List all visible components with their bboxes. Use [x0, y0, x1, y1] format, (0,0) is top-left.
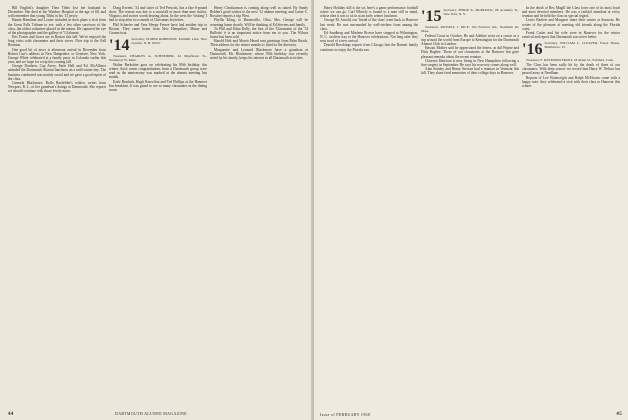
left-column-2: [109, 6, 207, 404]
class-year: '15: [421, 8, 442, 25]
paragraph: Carmela Blackmore, Rollo Bachelder's widow, writes from Newport, R. I., of her grandson's doings at Dartmouth. She reports we should continue with those lovely notes.: [8, 80, 106, 94]
class-heading-15: [421, 9, 519, 24]
right-page-number-wrap: [616, 411, 622, 417]
paragraph: Harry Holiday still is the sir, here's a game performance football where we can go. Carl Whitely is bound to a man still in mind, whose idea it was to sit in at an early winter luncheon.: [320, 6, 418, 19]
class-secretary: Secretary, PHILIP K. MURDOCK, 68 Academy St., New York, N. Y.: [443, 8, 519, 16]
paragraph: Bill English's daughter Thea Tibbs lost her husband in December. She died at the Windsor Hospital at the age of 68, and will remember that young Tibbs in his '13 jersey.: [8, 6, 106, 19]
paragraph: Clarence Harrison is now living in New Hampshire following a fine surgery in September. He says his recovery comes along well.: [421, 58, 519, 67]
issue-label: Issue of FEBRUARY 1968: [320, 412, 371, 417]
page-number: 44: [8, 412, 14, 417]
paragraph: Phil Schaefer and Vera Sleepy Freeze have had another trip to Boston. They came home from New Hampshire, Maine and Connecticut.: [109, 22, 207, 35]
paragraph: Reports of Lee Wainwright and Ralph McElwain come with a happy note: they celebrated a visit with their class to Hanover this winter.: [522, 75, 620, 88]
paragraph: Eric Foster and Grace are in Boston this fall. We've enjoyed the long visits with classmates and their wives. Nice trip to the Fall Reunion.: [8, 35, 106, 48]
paragraph: George Dardeen, Cap Avery, Earle Hall and Ed. McAllister attended the Dartmouth Alumni luncheon on a mild winter day. The business conducted was mainly social and we gave a good report of the class.: [8, 64, 106, 81]
paragraph: Phyllis Kling, to Barnesville, Ohio, Mrs. George will be returning home shortly. Will be thinking of Ed Stevens and family.: [210, 18, 308, 27]
paragraph: Harold Holt and Morris Heard sent greetings from Palm Beach. Their address for the winter months is listed in the directory.: [210, 39, 308, 48]
paragraph: In the death of Rex Magill the Class loses one of its most loyal and most devoted members. He was a faithful attendant at every reunion and he held the class in special regard.: [522, 6, 620, 19]
class-heading-14: [109, 38, 207, 53]
paragraph: George M. Arnold, our 'friend of the class' went back to Hanover last week. He was surrounded by well-wishers from among the class.: [320, 18, 418, 31]
paragraph: Earle Barchuk, Hugh Knowlton and Ted Phillips at the Hanover Inn breakfast. It was grand to see so many classmates in the dining room.: [109, 79, 207, 92]
paragraph: The Class has been sadly hit by the death of three of our classmates. With deep sorrow we record that Harry W. Nelson has passed away at Needham.: [522, 63, 620, 76]
class-heading-16: [522, 42, 620, 57]
paragraph: Marguerite and Leonard Blackmore have a grandson at Dartmouth. Mr. Blackmore, whose 95th birthday was recently noted by his family, keeps his interest in all Dartmouth activities.: [210, 47, 308, 60]
class-year: '16: [522, 41, 543, 59]
left-column-3: [210, 6, 308, 404]
class-secretary: Secretary, WILLIAM L. CLEAVER, Forest House, Brattleboro, Vt.: [544, 41, 620, 50]
class-treasurer: Treasurer, CHARLES A. SCHNEIDER, 42 Mayflower St., Wollaston 70, Mass.: [109, 54, 207, 62]
class-secretary: Secretary, ELMER ROBINSON, Farmhill Lane, New London, N. H. 03257: [131, 37, 207, 45]
left-footer: [8, 411, 187, 417]
paragraph: Frank Cutler and his wife were in Hanover for the winter carnival and report that Dartmouth was never better.: [522, 30, 620, 40]
paragraph: Lewis Bartlett and Margaret share their winter at Sarasota. He writes of the pleasure of meeting old friends along the Florida coast.: [522, 18, 620, 31]
right-column-1: [320, 6, 418, 404]
paragraph: Doug Everett, '34 and sister of Ted Prescott, has a fine 6-pound short. The reason was due to a snowfall of more than nine inches. Virginia, and stories worth hearing about. In the west the 'visiting' I had to stop after two rounds of Christmas festivities.: [109, 6, 207, 23]
paragraph: Alan Stanley and Henry Stewart had a reunion in Vermont this fall. They share fond memories of their college days in Hanover.: [421, 67, 519, 76]
right-footer: [320, 412, 370, 417]
paragraph: One good bit of news is afternoon arrival in December from Robert Carr's address in New Hampshire, to Genesee, New York. George White celebrated at a family party in Colorado earlier this year, and we hope for a trip this coming fall.: [8, 47, 106, 65]
paragraph: Hamie Hamilton and Louise included in their plans a visit from the Great Falls Tribune to see, with a few other survivors of the class, the oldest volunteer-placed in the nation. He captured the eye of the photographer and the gallery of '14 alumni.: [8, 18, 106, 35]
right-page: [314, 0, 628, 420]
right-column-2: [421, 6, 519, 404]
paragraph: Hawaii Mother said he appreciated the letters, as did Wayne and Dick Bugbee. Those of our classmates at the Hanover Inn gave pleasant remarks about the recent reunion.: [421, 46, 519, 59]
paragraph: Ed Sandberg and Marlene Brown have stopped at Wilmington, N. C. on their way to the Hanover celebrations. Not long after they sent word of a new arrival.: [320, 30, 418, 44]
paragraph: Donald Brookings reports from Chicago that the Barnett family continues to enjoy the Florida sun.: [320, 43, 418, 52]
paragraph: Henry Christianson is coming along well as stated. By Sandy Belden's good wishes to the next '12 alumni meeting, and Carter C. Rossiter reports a trip West.: [210, 6, 308, 19]
left-column-1: [8, 6, 106, 404]
class-treasurer: Treasurer, RUSSELL J. RICE, 104 Fairview Rd., Needham 92, Mass.: [421, 25, 519, 33]
paragraph: Walter Berkshire goes on celebrating his 80th birthday this winter. Such warm congratulations from a Dartmouth group were read as the anniversary was marked at the alumni meeting last month.: [109, 62, 207, 80]
class-year: '14: [109, 37, 130, 55]
right-column-3: [522, 6, 620, 404]
page-number: 45: [616, 412, 622, 417]
magazine-title: DARTMOUTH ALUMNI MAGAZINE: [115, 411, 187, 416]
paragraph: To Phil and Edna Kelly, the first of the 'Classmates of the '14 Bulletin' it is an important notice from me to you. The Wilson house has been sold.: [210, 26, 308, 40]
paragraph: Federal Court in October. He and Adeline went on a cruise as a trip around the world from Europe to Kensington for the Dartmouth Alumni Club in London.: [421, 33, 519, 47]
class-treasurer: Treasurer, F. RAYMOND FROST, 18 Alden St., Fairfield, Conn.: [526, 58, 614, 63]
